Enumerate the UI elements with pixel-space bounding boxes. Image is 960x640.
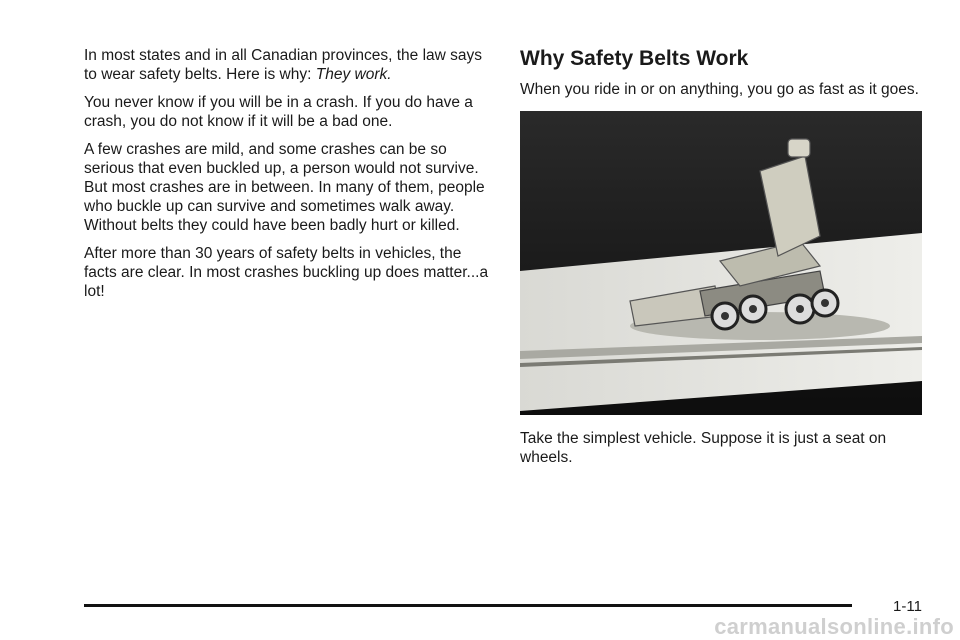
section-heading: Why Safety Belts Work: [520, 47, 749, 70]
footer-rule: [84, 604, 852, 607]
seat-on-wheels-illustration: [520, 111, 922, 415]
paragraph-law: In most states and in all Canadian provinces, the law says to wear safety belts. Here is why: They work.: [84, 47, 483, 83]
paragraph-crash-severity: A few crashes are mild, and some crashes can be so serious that even buckled up, a person would not survive. But most crashes are in between. In many of them, people who buckle up can survive and sometimes walk away. Without belts they could have been badly hurt or killed.: [84, 141, 485, 234]
intro-paragraph: When you ride in or on anything, you go as fast as it goes.: [520, 81, 919, 98]
paragraph-thirty-years: After more than 30 years of safety belts in vehicles, the facts are clear. In most crashes buckling up does matter...a lot!: [84, 245, 489, 300]
page-number: 1-11: [893, 598, 922, 615]
paragraph-crash-unknown: You never know if you will be in a crash. If you do have a crash, you do not know if it will be a bad one.: [84, 94, 473, 130]
watermark: carmanualsonline.info: [714, 614, 954, 639]
emphasis-they-work: They work.: [315, 66, 392, 83]
left-column: [84, 46, 496, 310]
seat-on-wheels-icon: [520, 111, 922, 415]
figure-caption: Take the simplest vehicle. Suppose it is just a seat on wheels.: [520, 430, 887, 466]
right-column: [520, 46, 920, 467]
